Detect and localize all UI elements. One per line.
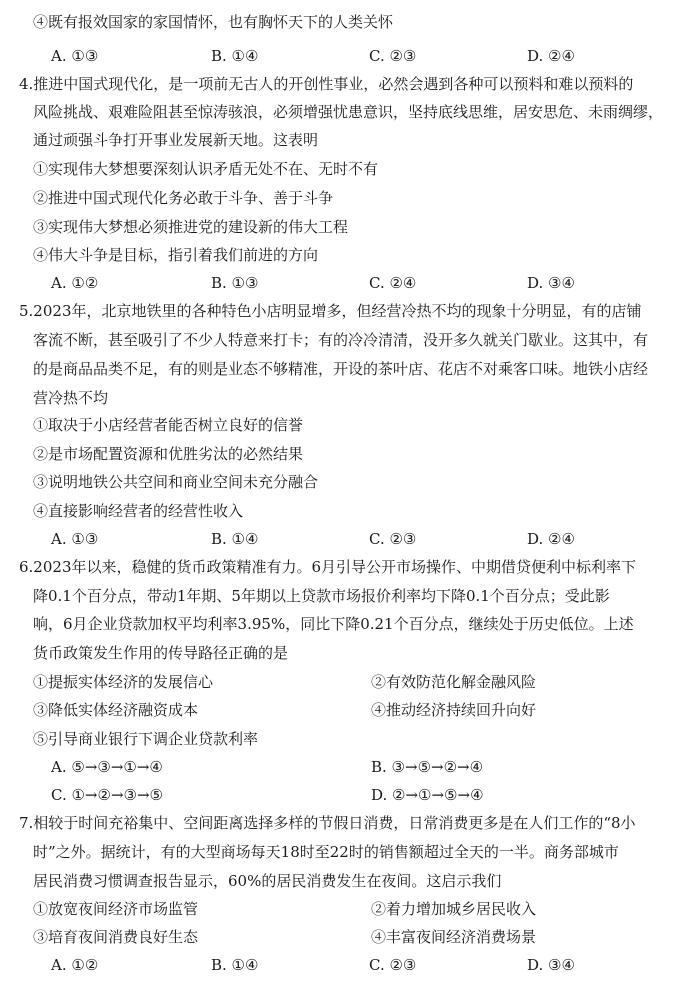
q7-stem-line-2 — [0, 838, 692, 866]
q6-items-row-1 — [0, 668, 692, 696]
q7-option-a[interactable]: A. ①② — [51, 956, 99, 974]
q6-item-2: ②有效防范化解金融风险 — [371, 673, 537, 691]
q7-items-row-1 — [0, 895, 692, 923]
q6-option-d[interactable]: D. ②→①→⑤→④ — [371, 786, 484, 804]
q6-option-a[interactable]: A. ⑤→③→①→④ — [51, 758, 163, 776]
q6-stem-text-1: 6.2023年以来，稳健的货币政策精准有力。6月引导公开市场操作、中期借贷便利中标利率下 — [19, 558, 637, 576]
q6-item-3: ③降低实体经济融资成本 — [33, 701, 199, 719]
q7-item-4: ④丰富夜间经济消费场景 — [371, 928, 537, 946]
q5-item-1-text: ①取决于小店经营者能否树立良好的信誉 — [33, 416, 304, 434]
q3-option-b[interactable]: B. ①④ — [211, 47, 259, 65]
q6-items-row-2 — [0, 696, 692, 724]
q6-option-c[interactable]: C. ①→②→③→⑤ — [51, 786, 163, 804]
q7-stem-line-3 — [0, 867, 692, 895]
q6-options-row-1 — [0, 753, 692, 781]
q7-stem-text-2: 时”之外。据统计，有的大型商场每天18时至22时的销售额超过全天的一半。商务部城市 — [33, 843, 619, 861]
q4-stem-line-2 — [0, 98, 692, 126]
q4-item-3 — [0, 213, 692, 241]
q4-stem-text-1: 4.推进中国式现代化，是一项前无古人的开创性事业，必然会遇到各种可以预料和难以预料的 — [19, 75, 634, 93]
q7-options — [0, 951, 692, 979]
q4-item-2-text: ②推进中国式现代化务必敢于斗争、善于斗争 — [33, 189, 334, 207]
q5-stem-text-4: 营冷热不均 — [33, 389, 109, 407]
q4-item-1-text: ①实现伟大梦想要深刻认识矛盾无处不在、无时不有 — [33, 160, 379, 178]
q4-item-4 — [0, 241, 692, 269]
q6-options-row-2 — [0, 781, 692, 809]
q4-stem-text-3: 通过顽强斗争打开事业发展新天地。这表明 — [33, 131, 319, 149]
q6-stem-text-3: 响，6月企业贷款加权平均利率3.95%，同比下降0.21个百分点，继续处于历史低位。上述 — [33, 615, 634, 633]
q6-option-b[interactable]: B. ③→⑤→②→④ — [371, 758, 484, 776]
q4-option-c[interactable]: C. ②④ — [369, 274, 417, 292]
q5-option-a[interactable]: A. ①③ — [51, 530, 99, 548]
q5-options — [0, 525, 692, 553]
q6-stem-line-3 — [0, 610, 692, 638]
q4-option-b[interactable]: B. ①③ — [211, 274, 259, 292]
q4-option-d[interactable]: D. ③④ — [527, 274, 575, 292]
q3-option-a[interactable]: A. ①③ — [51, 47, 99, 65]
q7-items-row-2 — [0, 923, 692, 951]
q6-stem-line-1 — [0, 553, 692, 581]
q7-stem-text-3: 居民消费习惯调查报告显示，60%的居民消费发生在夜间。这启示我们 — [33, 872, 502, 890]
q7-option-b[interactable]: B. ①④ — [211, 956, 259, 974]
q5-stem-text-2: 客流不断，甚至吸引了不少人特意来打卡；有的冷冷清清，没开多久就关门歇业。这其中，有 — [33, 331, 649, 349]
q4-item-2 — [0, 184, 692, 212]
q6-item-5-text: ⑤引导商业银行下调企业贷款利率 — [33, 730, 259, 748]
q5-item-2-text: ②是市场配置资源和优胜劣汰的必然结果 — [33, 445, 304, 463]
q6-item-5 — [0, 725, 692, 753]
q6-stem-text-2: 降0.1个百分点，带动1年期、5年期以上贷款市场报价利率均下降0.1个百分点；受此影 — [33, 587, 610, 605]
q5-stem-line-3 — [0, 355, 692, 383]
q6-stem-line-2 — [0, 582, 692, 610]
q5-stem-text-3: 的是商品品类不足，有的则是业态不够精准，开设的茶叶店、花店不对乘客口味。地铁小店经 — [33, 360, 649, 378]
q4-options — [0, 269, 692, 297]
q7-item-3: ③培育夜间消费良好生态 — [33, 928, 199, 946]
q6-stem-text-4: 货币政策发生作用的传导路径正确的是 — [33, 644, 289, 662]
q3-item-4 — [0, 8, 692, 36]
q3-options — [0, 42, 692, 70]
q5-item-3 — [0, 468, 692, 496]
q7-option-d[interactable]: D. ③④ — [527, 956, 575, 974]
q5-stem-line-4 — [0, 384, 692, 412]
q3-item-4-text: ④既有报效国家的家国情怀，也有胸怀天下的人类关怀 — [33, 13, 394, 31]
q6-item-4: ④推动经济持续回升向好 — [371, 701, 537, 719]
q7-item-1: ①放宽夜间经济市场监管 — [33, 900, 199, 918]
q4-item-3-text: ③实现伟大梦想必须推进党的建设新的伟大工程 — [33, 218, 349, 236]
q7-stem-text-1: 7.相较于时间充裕集中、空间距离选择多样的节假日消费，日常消费更多是在人们工作的“8小 — [19, 814, 636, 832]
q5-option-b[interactable]: B. ①④ — [211, 530, 259, 548]
q5-stem-text-1: 5.2023年，北京地铁里的各种特色小店明显增多，但经营冷热不均的现象十分明显，有的店铺 — [19, 302, 642, 320]
q4-item-1 — [0, 155, 692, 183]
q4-stem-line-1 — [0, 70, 692, 98]
q6-item-1: ①提振实体经济的发展信心 — [33, 673, 214, 691]
q5-option-c[interactable]: C. ②③ — [369, 530, 417, 548]
q5-item-1 — [0, 411, 692, 439]
q7-option-c[interactable]: C. ②③ — [369, 956, 417, 974]
q7-item-2: ②着力增加城乡居民收入 — [371, 900, 537, 918]
q5-stem-line-1 — [0, 297, 692, 325]
q5-item-4 — [0, 497, 692, 525]
q4-stem-text-2: 风险挑战、艰难险阻甚至惊涛骇浪，必须增强忧患意识，坚持底线思维，居安思危、未雨绸缪， — [33, 103, 664, 121]
q4-item-4-text: ④伟大斗争是目标，指引着我们前进的方向 — [33, 246, 319, 264]
q5-item-4-text: ④直接影响经营者的经营性收入 — [33, 502, 244, 520]
q3-option-c[interactable]: C. ②③ — [369, 47, 417, 65]
q5-option-d[interactable]: D. ②④ — [527, 530, 575, 548]
q6-stem-line-4 — [0, 639, 692, 667]
q5-item-3-text: ③说明地铁公共空间和商业空间未充分融合 — [33, 473, 319, 491]
q5-stem-line-2 — [0, 326, 692, 354]
q3-option-d[interactable]: D. ②④ — [527, 47, 575, 65]
q4-option-a[interactable]: A. ①② — [51, 274, 99, 292]
q5-item-2 — [0, 440, 692, 468]
q7-stem-line-1 — [0, 809, 692, 837]
q4-stem-line-3 — [0, 126, 692, 154]
